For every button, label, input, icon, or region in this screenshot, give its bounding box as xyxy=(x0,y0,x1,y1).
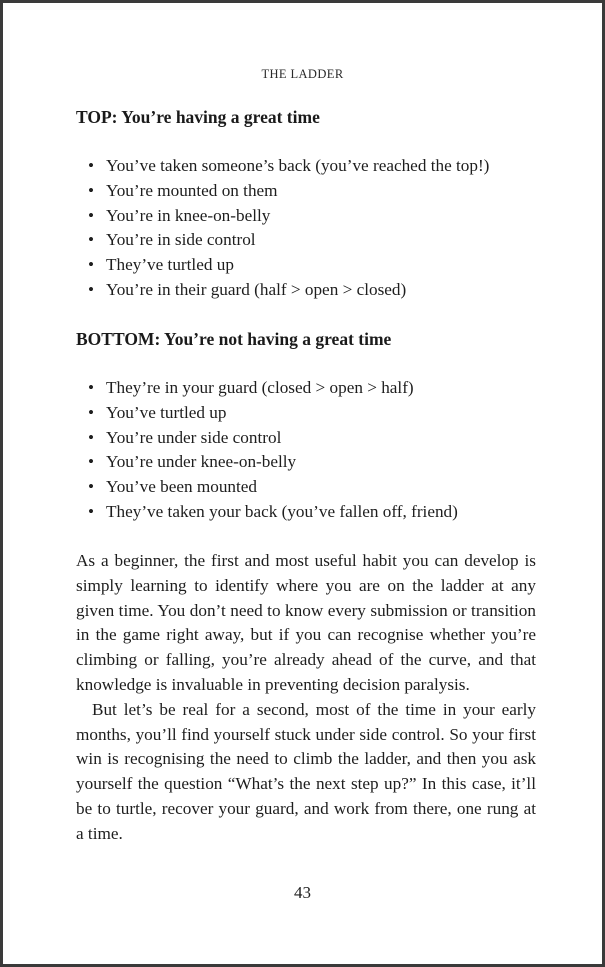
list-item: • You’ve taken someone’s back (you’ve reached the top!) xyxy=(88,154,489,179)
page-number: 43 xyxy=(294,883,311,902)
top-position-list xyxy=(88,154,489,303)
list-item: • You’ve turtled up xyxy=(88,401,458,426)
body-text xyxy=(76,549,536,847)
list-item: • You’re mounted on them xyxy=(88,179,489,204)
book-page xyxy=(3,3,602,964)
list-item: • You’re under knee-on-belly xyxy=(88,450,458,475)
running-head: THE LADDER xyxy=(261,67,344,81)
list-item: • They’ve taken your back (you’ve fallen off, friend) xyxy=(88,500,458,525)
list-item: • You’re in knee-on-belly xyxy=(88,204,489,229)
top-section-heading: TOP: You’re having a great time xyxy=(76,107,320,127)
list-item: • You’re under side control xyxy=(88,426,458,451)
bottom-position-list xyxy=(88,376,458,525)
body-paragraph-2: But let’s be real for a second, most of the time in your early months, you’ll find yourself stuck under side control. So your first win is recognising the need to climb the ladder, and then you ask yourself the question “What’s the next step up?” In this case, it’ll be to turtle, recover your guard, and work from there, one rung at a time. xyxy=(76,699,536,843)
list-item: • You’re in their guard (half > open > closed) xyxy=(88,278,489,303)
body-paragraph-1: As a beginner, the first and most useful habit you can develop is simply learning to identify where you are on the ladder at any given time. You don’t need to know every submission or transition in the game right away, but if you can recognise whether you’re climbing or falling, you’re already ahead of the curve, and that knowledge is invaluable in preventing decision paralysis. xyxy=(76,551,536,694)
bottom-section-heading: BOTTOM: You’re not having a great time xyxy=(76,329,392,349)
list-item: • You’ve been mounted xyxy=(88,475,458,500)
list-item: • They’ve turtled up xyxy=(88,253,489,278)
list-item: • They’re in your guard (closed > open > half) xyxy=(88,376,458,401)
list-item: • You’re in side control xyxy=(88,228,489,253)
